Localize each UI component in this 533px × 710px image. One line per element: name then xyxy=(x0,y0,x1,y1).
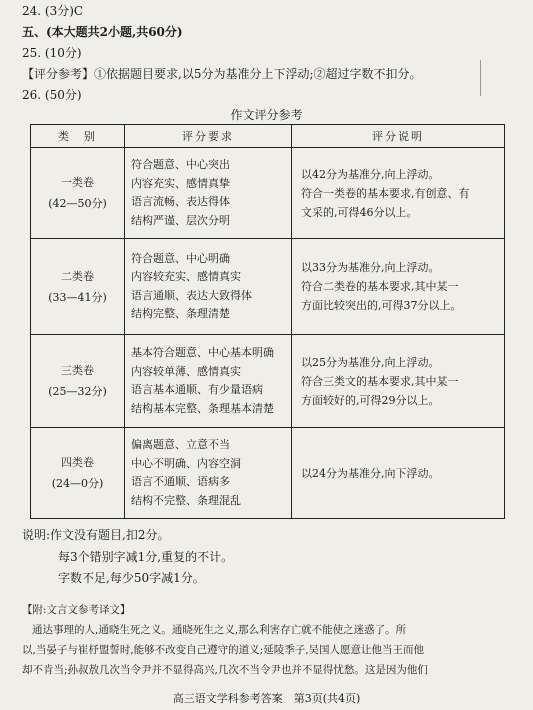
appendix-line: 通达事理的人,通晓生死之义。通晓死生之义,那么利害存亡就不能使之迷惑了。所 xyxy=(32,624,407,636)
requirement-line: 语言通顺、表达大致得体 xyxy=(131,288,252,302)
requirement-line: 结构严谨、层次分明 xyxy=(131,213,230,227)
category-name: 四类卷 xyxy=(61,456,94,469)
requirements-cell xyxy=(125,428,292,519)
explanation-line: 以42分为基准分,向上浮动。 xyxy=(301,167,440,181)
category-name: 一类卷 xyxy=(61,176,94,189)
appendix-line: 以,当晏子与崔杼盟誓时,能够不改变自己遵守的道义;延陵季子,吴国人愿意让他当王而他 xyxy=(22,644,425,656)
q25-heading: 25. (10分) xyxy=(22,46,82,60)
header-category: 类 别 xyxy=(31,125,125,148)
essay-scoring-table xyxy=(30,124,505,519)
category-cell xyxy=(31,148,125,239)
explanation-line: 文采的,可得46分以上。 xyxy=(301,205,418,219)
category-range: (42—50分) xyxy=(48,197,107,210)
requirements-cell xyxy=(125,335,292,428)
requirement-line: 中心不明确、内容空洞 xyxy=(131,456,241,470)
requirements-cell xyxy=(125,239,292,335)
page-footer: 高三语文学科参考答案 第3页(共4页) xyxy=(172,692,361,705)
category-range: (25—32分) xyxy=(48,385,107,398)
explanation-line: 方面比较突出的,可得37分以上。 xyxy=(301,299,462,312)
requirement-line: 偏离题意、立意不当 xyxy=(131,438,230,451)
explanation-cell xyxy=(292,428,505,519)
requirement-line: 结构不完整、条理混乱 xyxy=(131,493,241,507)
table-row xyxy=(31,335,505,428)
q24-answer: 24. (3分)C xyxy=(22,4,84,18)
explanation-cell xyxy=(292,148,505,239)
category-range: (24—0分) xyxy=(51,477,104,490)
explanation-line: 以33分为基准分,向上浮动。 xyxy=(301,261,440,274)
requirement-line: 结构基本完整、条理基本清楚 xyxy=(131,401,274,415)
explanation-line: 以25分为基准分,向上浮动。 xyxy=(301,355,440,369)
requirement-line: 符合题意、中心明确 xyxy=(131,251,230,265)
requirement-line: 语言流畅、表达得体 xyxy=(131,195,230,208)
header-explanation: 评分说明 xyxy=(292,125,505,148)
category-cell xyxy=(31,239,125,335)
header-requirements: 评分要求 xyxy=(125,125,292,148)
table-header-row xyxy=(31,125,505,148)
category-range: (33—41分) xyxy=(48,290,107,304)
note-no-title: 说明:作文没有题目,扣2分。 xyxy=(22,528,170,542)
table-row xyxy=(31,428,505,519)
explanation-line: 方面较好的,可得29分以上。 xyxy=(301,393,440,407)
requirement-line: 内容较充实、感情真实 xyxy=(131,270,241,283)
requirement-line: 语言基本通顺、有少量语病 xyxy=(131,383,263,396)
requirement-line: 内容较单薄、感情真实 xyxy=(131,364,241,378)
category-cell xyxy=(31,335,125,428)
appendix-title: 【附:文言文参考译文】 xyxy=(22,604,131,616)
explanation-line: 以24分为基准分,向下浮动。 xyxy=(301,466,440,480)
explanation-line: 符合三类文的基本要求,其中某一 xyxy=(301,374,459,388)
section5-heading: 五、(本大题共2小题,共60分) xyxy=(22,25,183,39)
requirement-line: 基本符合题意、中心基本明确 xyxy=(131,346,274,359)
category-name: 二类卷 xyxy=(61,269,94,283)
scan-mark xyxy=(480,60,481,96)
requirement-line: 符合题意、中心突出 xyxy=(131,158,230,171)
q26-heading: 26. (50分) xyxy=(22,88,82,102)
explanation-cell xyxy=(292,335,505,428)
appendix-translation xyxy=(22,600,520,680)
note-word-count: 字数不足,每少50字减1分。 xyxy=(58,571,205,585)
requirement-line: 语言不通顺、语病多 xyxy=(131,475,230,488)
appendix-line: 却不肯当;孙叔敖几次当令尹并不显得高兴,几次不当令尹也并不显得忧愁。这是因为他们 xyxy=(22,664,428,676)
explanation-line: 符合一类卷的基本要求,有创意、有 xyxy=(301,186,470,200)
requirement-line: 内容充实、感情真挚 xyxy=(131,176,230,190)
q25-scoring-reference: 【评分参考】①依据题目要求,以5分为基准分上下浮动;②超过字数不扣分。 xyxy=(22,67,422,81)
table-row xyxy=(31,239,505,335)
note-typos: 每3个错别字减1分,重复的不计。 xyxy=(58,550,234,564)
table-title: 作文评分参考 xyxy=(230,108,303,122)
explanation-cell xyxy=(292,239,505,335)
table-row xyxy=(31,148,505,239)
category-cell xyxy=(31,428,125,519)
requirements-cell xyxy=(125,148,292,239)
category-name: 三类卷 xyxy=(61,364,94,377)
explanation-line: 符合二类卷的基本要求,其中某一 xyxy=(301,280,459,293)
requirement-line: 结构完整、条理清楚 xyxy=(131,307,230,320)
